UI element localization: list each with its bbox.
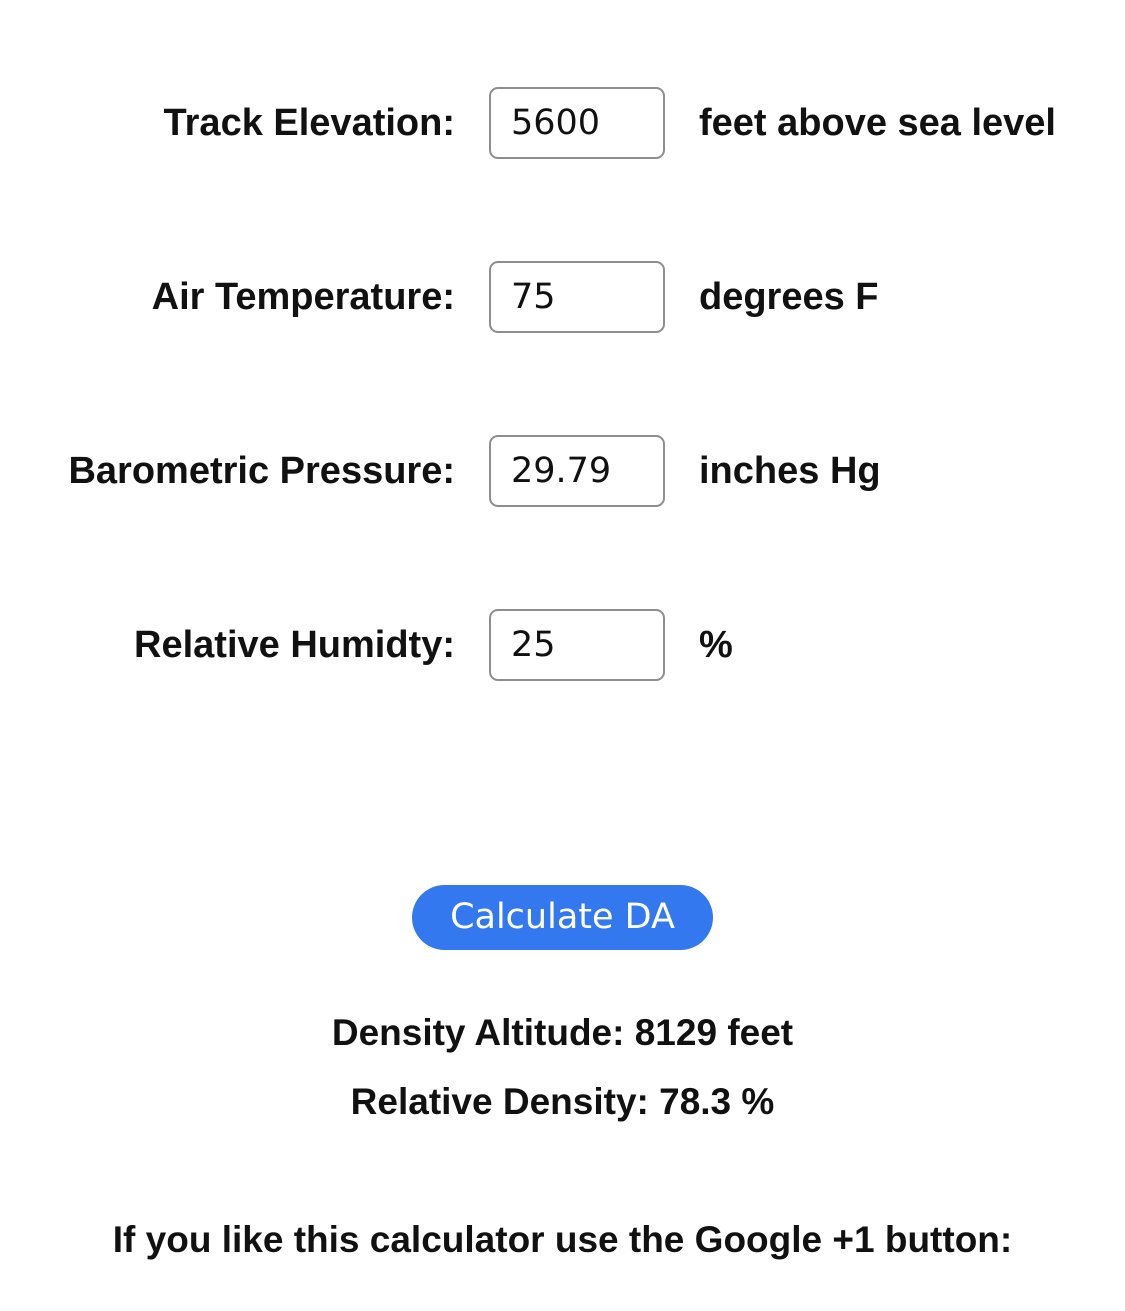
barometric-pressure-unit: inches Hg: [699, 450, 881, 492]
track-elevation-label: Track Elevation:: [163, 102, 455, 144]
field-row-barometric-pressure: [0, 435, 1125, 507]
track-elevation-unit: feet above sea level: [699, 102, 1056, 144]
barometric-pressure-input[interactable]: [489, 435, 665, 507]
air-temperature-label: Air Temperature:: [151, 276, 455, 318]
relative-humidity-unit: %: [699, 624, 733, 666]
calculate-da-button[interactable]: Calculate DA: [412, 885, 713, 950]
track-elevation-input[interactable]: [489, 87, 665, 159]
air-temperature-input[interactable]: [489, 261, 665, 333]
relative-humidity-input[interactable]: [489, 609, 665, 681]
relative-density-result: Relative Density: 78.3 %: [350, 1081, 775, 1122]
density-altitude-result: Density Altitude: 8129 feet: [331, 1012, 794, 1053]
field-row-relative-humidity: [0, 609, 1125, 681]
field-row-air-temperature: [0, 261, 1125, 333]
field-row-track-elevation: [0, 87, 1125, 159]
google-plus-one-note: If you like this calculator use the Google +1 button:: [112, 1219, 1013, 1260]
barometric-pressure-label: Barometric Pressure:: [68, 450, 455, 492]
air-temperature-unit: degrees F: [699, 276, 879, 318]
relative-humidity-label: Relative Humidty:: [134, 624, 455, 666]
